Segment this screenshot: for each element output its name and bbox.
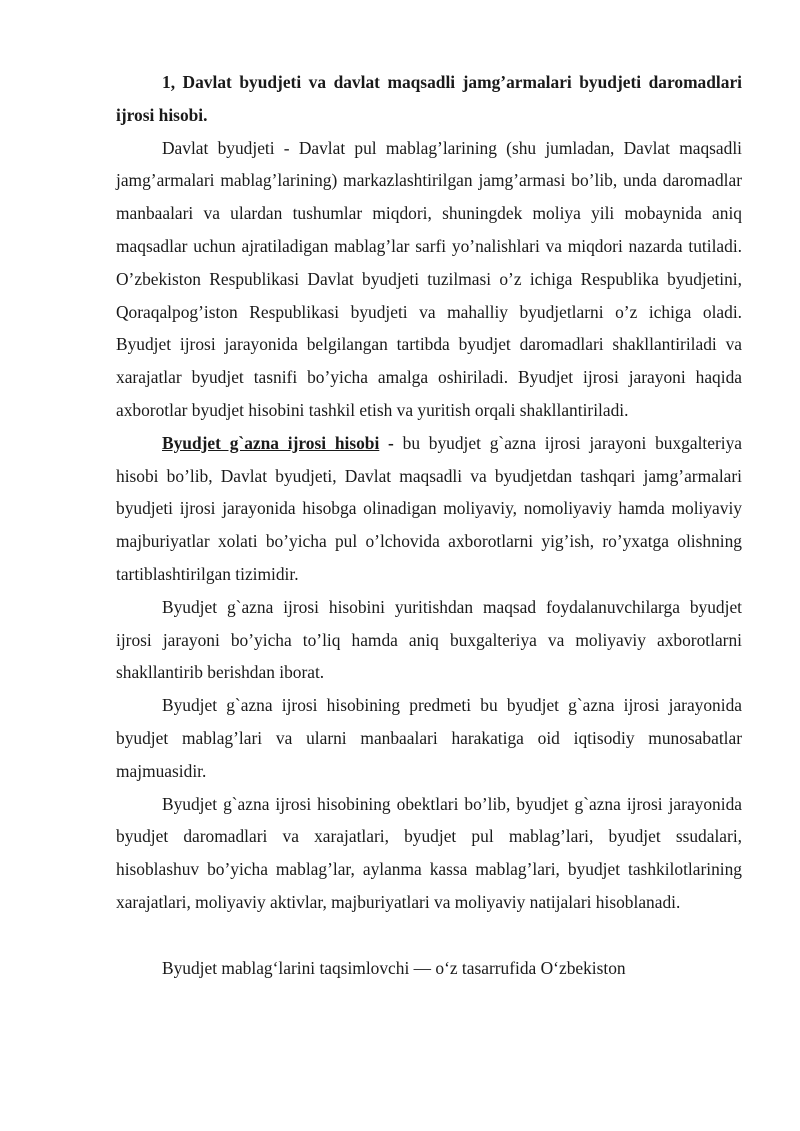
definition-text: bu byudjet g`azna ijrosi jarayoni buxgalteriya hisobi bo’lib, Davlat byudjeti, Davlat maqsadli va byudjetdan tashqari jamg’armalari byudjeti ijrosi jarayonida hisobga olinadigan moliyaviy, nomoliyaviy hamda moliyaviy majburiyatlar xolati bo’yicha pul o’lchovida axborotlarni yig’ish, ro’yxatga olishning tartiblashtirilgan tizimidir. xyxy=(116,432,742,584)
paragraph-taqsimlovchi: Byudjet mablag‘larini taqsimlovchi — o‘z tasarrufida O‘zbekiston xyxy=(162,957,626,978)
paragraph-davlat-byudjeti: Davlat byudjeti - Davlat pul mablag’larining (shu jumladan, Davlat maqsadli jamg’armalari mablag’larining) markazlashtirilgan jamg’armasi bo’lib, unda daromadlar manbaalari va ulardan tushumlar miqdori, shuningdek moliya yili mobaynida aniq maqsadlar uchun ajratiladigan mablag’lar sarfi yo’nalishlari va miqdori nazarda tutiladi. O’zbekiston Respublikasi Davlat byudjeti tuzilmasi o’z ichiga Respublika byudjetini, Qoraqalpog’iston Respublikasi byudjeti va mahalliy byudjetlarni o’z ichiga oladi. Byudjet ijrosi jarayonida belgilangan tartibda byudjet daromadlari shakllantiriladi va xarajatlar byudjet tasnifi bo’yicha amalga oshiriladi. Byudjet ijrosi jarayoni haqida axborotlar byudjet hisobini tashkil etish va yuritish orqali shakllantiriladi. xyxy=(116,137,742,420)
paragraph-maqsad: Byudjet g`azna ijrosi hisobini yuritishdan maqsad foydalanuvchilarga byudjet ijrosi jarayoni bo’yicha to’liq hamda aniq buxgalteriya va moliyaviy axborotlarni shakllantirib berishdan iborat. xyxy=(116,596,742,683)
document-page xyxy=(116,66,742,985)
paragraph-predmet: Byudjet g`azna ijrosi hisobining predmeti bu byudjet g`azna ijrosi jarayonida byudjet mablag’lari va ularni manbaalari harakatiga oid iqtisodiy munosabatlar majmuasidir. xyxy=(116,695,742,781)
paragraph-obektlar: Byudjet g`azna ijrosi hisobining obektlari bo’lib, byudjet g`azna ijrosi jarayonida byudjet daromadlari va xarajatlari, byudjet pul mablag’lari, byudjet ssudalari, hisoblashuv bo’yicha mablag’lar, aylanma kassa mablag’lari, byudjet tashkilotlarining xarajatlari, moliyaviy aktivlar, majburiyatlari va moliyaviy natijalari hisoblanadi. xyxy=(116,793,742,912)
definition-dash: - xyxy=(379,432,403,453)
definition-term: Byudjet g`azna ijrosi hisobi xyxy=(162,432,380,453)
paragraph-spacer xyxy=(116,919,742,952)
paragraph-definition xyxy=(116,427,742,591)
section-heading: 1, Davlat byudjeti va davlat maqsadli jamg’armalari byudjeti daromadlari ijrosi hisobi. xyxy=(116,72,742,125)
